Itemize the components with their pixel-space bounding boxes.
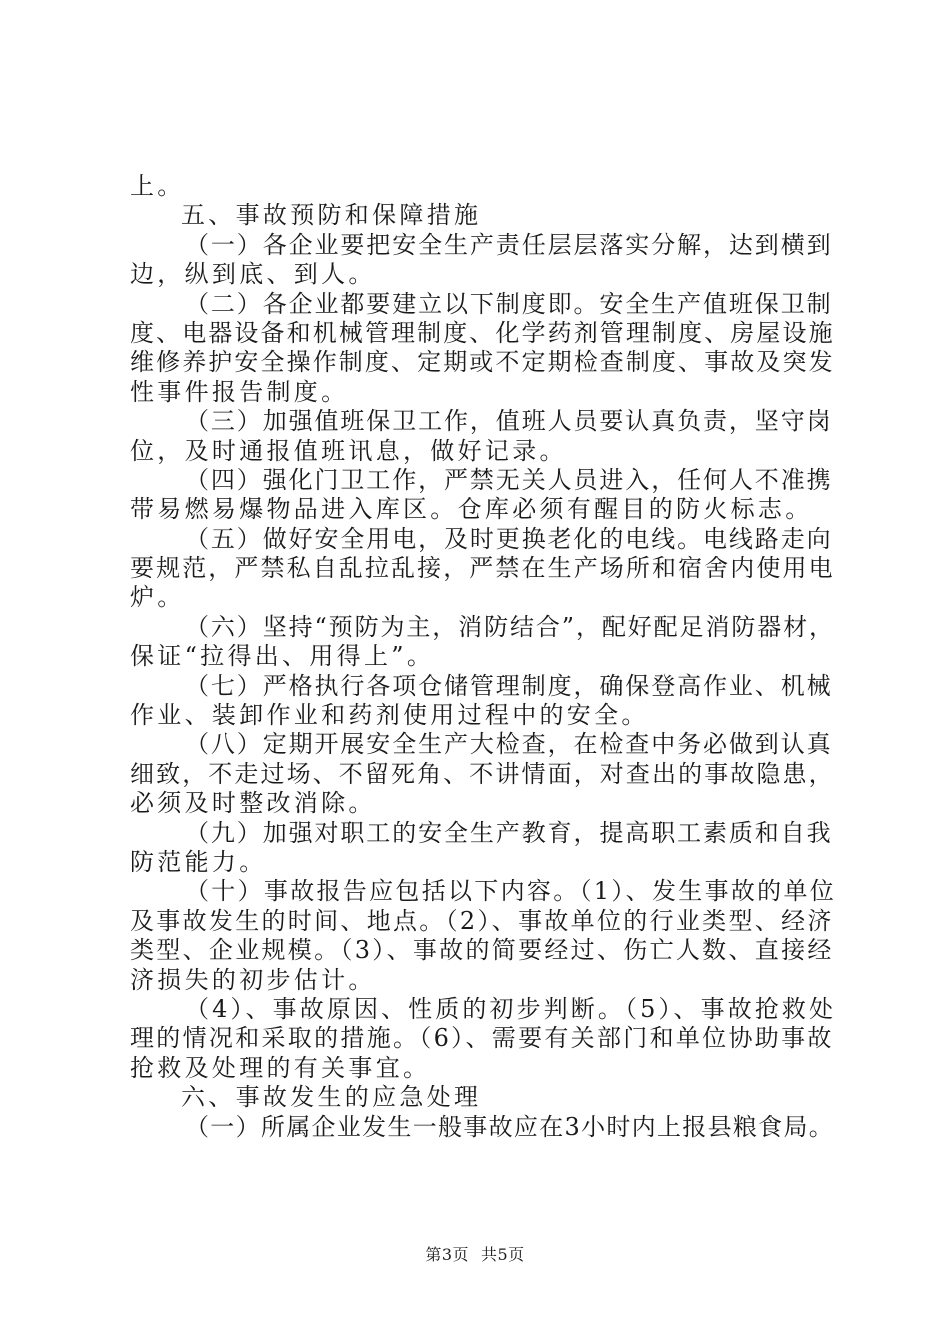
text-line: 位，及时通报值班讯息，做好记录。 (130, 436, 567, 465)
text-line: （九）加强对职工的安全生产教育，提高职工素质和自我 (185, 818, 833, 847)
text-line: 细致，不走过场、不留死角、不讲情面，对查出的事故隐患， (130, 759, 835, 788)
text-line: 必须及时整改消除。 (130, 789, 376, 818)
text-line: 六、事故发生的应急处理 (181, 1083, 482, 1112)
text-line: 抢救及处理的有关事宜。 (130, 1053, 431, 1082)
text-line: （一）所属企业发生一般事故应在3小时内上报县粮食局。 (185, 1112, 835, 1141)
page-total: 共5页 (481, 1245, 525, 1264)
text-line: 五、事故预防和保障措施 (181, 201, 482, 230)
document-body (130, 172, 836, 1142)
text-line: 带易燃易爆物品进入库区。仓库必须有醒目的防火标志。 (130, 495, 813, 524)
text-line: 性事件报告制度。 (130, 377, 349, 406)
text-line: （七）严格执行各项仓储管理制度，确保登高作业、机械 (185, 671, 833, 700)
text-line: （十）事故报告应包括以下内容。（1）、发生事故的单位 (185, 877, 837, 906)
text-line: 要规范，严禁私自乱拉乱接，严禁在生产场所和宿舍内使用电 (130, 554, 835, 583)
text-line: 度、电器设备和机械管理制度、化学药剂管理制度、房屋设施 (130, 318, 835, 347)
text-line: （一）各企业要把安全生产责任层层落实分解，达到横到 (185, 230, 833, 259)
text-line: 防范能力。 (130, 847, 267, 876)
text-line: 炉。 (130, 583, 185, 612)
text-line: 及事故发生的时间、地点。（2）、事故单位的行业类型、经济 (130, 906, 834, 935)
text-line: （六）坚持“预防为主，消防结合”，配好配足消防器材， (185, 612, 835, 641)
page-number: 第3页 (425, 1245, 469, 1264)
text-line: 上。 (130, 172, 185, 200)
text-line: （4）、事故原因、性质的初步判断。（5）、事故抢救处 (185, 994, 837, 1023)
page-footer (0, 1245, 950, 1265)
text-line: 理的情况和采取的措施。（6）、需要有关部门和单位协助事故 (130, 1024, 834, 1053)
text-line: 类型、企业规模。（3）、事故的简要经过、伤亡人数、直接经 (130, 936, 834, 965)
text-line: （八）定期开展安全生产大检查，在检查中务必做到认真 (185, 730, 833, 759)
text-line: （五）做好安全用电，及时更换老化的电线。电线路走向 (185, 524, 833, 553)
text-line: 作业、装卸作业和药剂使用过程中的安全。 (130, 701, 649, 730)
text-line: 保证“拉得出、用得上”。 (130, 642, 435, 671)
text-line: 济损失的初步估计。 (130, 965, 376, 994)
text-line: 边，纵到底、到人。 (130, 260, 376, 289)
text-line: 维修养护安全操作制度、定期或不定期检查制度、事故及突发 (130, 348, 835, 377)
text-line: （三）加强值班保卫工作，值班人员要认真负责，坚守岗 (185, 407, 833, 436)
text-line: （二）各企业都要建立以下制度即。安全生产值班保卫制 (185, 289, 833, 318)
text-line: （四）强化门卫工作，严禁无关人员进入，任何人不准携 (185, 465, 833, 494)
